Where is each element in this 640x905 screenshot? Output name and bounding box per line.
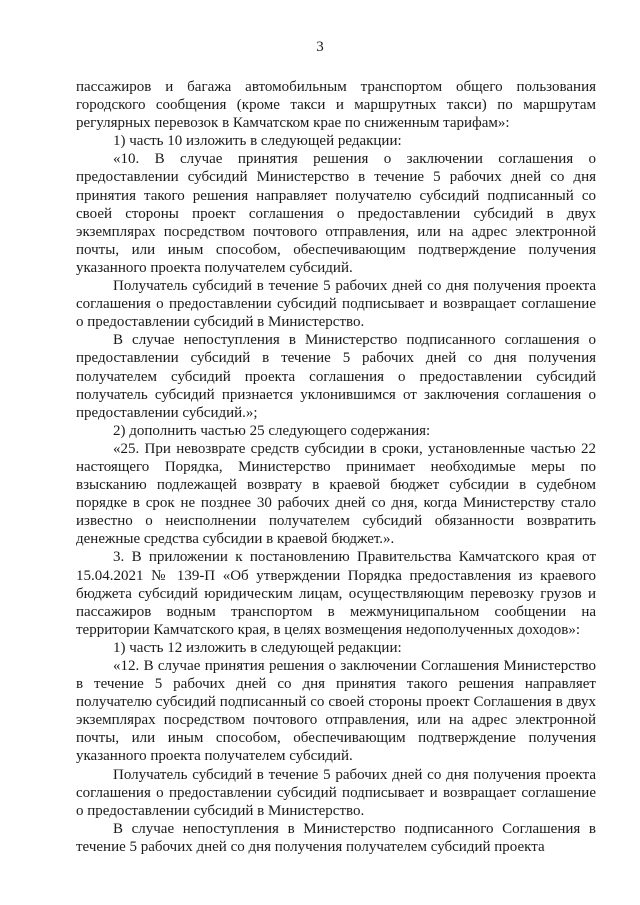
paragraph: В случае непоступления в Министерство подписанного соглашения о предоставлении субсидий в течение 5 рабочих дней со дня получения получателем субсидий проекта соглашения о предоставлении субсидий получатель субсидий признается уклонившимся от заключения соглашения о предоставлении субсидий.»; xyxy=(76,332,596,421)
paragraph-amendment-item: 2) дополнить частью 25 следующего содержания: xyxy=(113,422,431,439)
page-number: 3 xyxy=(316,39,324,55)
paragraph-quoted-part-10: «10. В случае принятия решения о заключении соглашения о предоставлении субсидий Министерство в течение 5 рабочих дней со дня принятия такого решения направляет получателю субсидий подписанный со своей стороны проект соглашения о предоставлении субсидий в двух экземплярах посредством почтового отправления, или на адрес электронной почты, или иным способом, обеспечивающим подтверждение получения указанного проекта получателем субсидий. xyxy=(76,151,596,276)
paragraph-quoted-part-25: «25. При невозврате средств субсидии в сроки, установленные частью 22 настоящего Порядка, Министерство принимает необходимые меры по взысканию подлежащей возврату в краевой бюджет субсидии в судебном порядке в срок не позднее 30 рабочих дней со дня, когда Министерству стало известно о неисполнении получателем субсидий обязанности возвратить денежные средства субсидии в краевой бюджет.». xyxy=(76,440,596,548)
paragraph-quoted-part-12: «12. В случае принятия решения о заключении Соглашения Министерство в течение 5 рабочих дней со дня принятия такого решения направляет получателю субсидий подписанный со своей стороны проект Соглашения в двух экземплярах посредством почтового отправления, или на адрес электронной почты, или иным способом, обеспечивающим подтверждение получения указанного проекта получателем субсидий. xyxy=(76,658,596,765)
paragraph-amendment-item: 1) часть 10 изложить в следующей редакции: xyxy=(113,133,402,150)
paragraph-section-3: 3. В приложении к постановлению Правительства Камчатского края от 15.04.2021 № 139-П «Об утверждении Порядка предоставления из краевого бюджета субсидий юридическим лицам, осуществляющим перевозку грузов и пассажиров водным транспортом в межмуниципальном сообщении на территории Камчатского края, в целях возмещения недополученных доходов»: xyxy=(76,549,596,638)
document-body xyxy=(76,78,596,856)
paragraph: Получатель субсидий в течение 5 рабочих дней со дня получения проекта соглашения о предоставлении субсидий подписывает и возвращает соглашение о предоставлении субсидий в Министерство. xyxy=(76,278,596,331)
paragraph-amendment-item: 1) часть 12 изложить в следующей редакции: xyxy=(113,639,402,656)
paragraph: Получатель субсидий в течение 5 рабочих дней со дня получения проекта соглашения о предоставлении субсидий подписывает и возвращает соглашение о предоставлении субсидий в Министерство. xyxy=(76,766,596,819)
paragraph-continuation: пассажиров и багажа автомобильным транспортом общего пользования городского сообщения (кроме такси и маршрутных такси) по маршрутам регулярных перевозок в Камчатском крае по сниженным тарифам»: xyxy=(76,79,596,132)
paragraph: В случае непоступления в Министерство подписанного Соглашения в течение 5 рабочих дней со дня получения получателем субсидий проекта xyxy=(76,820,596,855)
